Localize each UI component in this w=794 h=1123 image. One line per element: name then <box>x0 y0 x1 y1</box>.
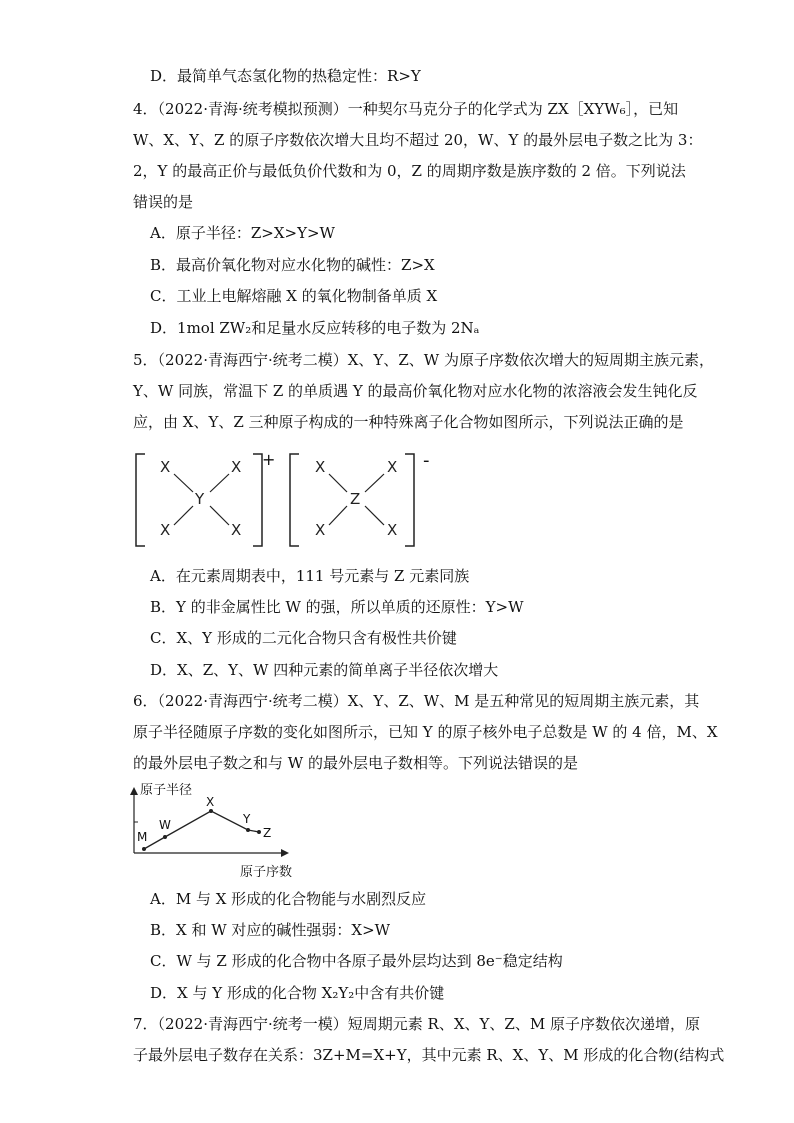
anion-ligand-x: X <box>315 458 326 476</box>
graph-axes-and-curve <box>0 785 794 885</box>
graph-x-axis-label: 原子序数 <box>240 865 293 880</box>
q6-option-b: B．X 和 W 对应的碱性强弱：X>W <box>150 921 391 939</box>
q4-stem-line-2: W、X、Y、Z 的原子序数依次增大且均不超过 20，W、Y 的最外层电子数之比为 3： <box>133 131 703 149</box>
graph-point-label-z: Z <box>263 826 272 840</box>
q4-stem-line-1: 4．（2022·青海·统考模拟预测）一种契尔马克分子的化学式为 ZX［XYW₆］，已知 <box>133 100 679 118</box>
graph-point-label-y: Y <box>243 812 251 826</box>
q5-option-a: A．在元素周期表中，111 号元素与 Z 元素同族 <box>150 567 470 585</box>
q4-stem-line-3: 2，Y 的最高正价与最低负价代数和为 0，Z 的周期序数是族序数的 2 倍。下列说法 <box>133 162 686 180</box>
q5-stem-line-1: 5．（2022·青海西宁·统考二模）X、Y、Z、W 为原子序数依次增大的短周期主族元素， <box>133 351 714 369</box>
q7-stem-line-2: 子最外层电子数存在关系：3Z+M=X+Y，其中元素 R、X、Y、M 形成的化合物(结构式 <box>133 1046 725 1064</box>
q5-stem-line-2: Y、W 同族，常温下 Z 的单质遇 Y 的最高价氧化物对应水化物的浓溶液会发生钝化反 <box>133 382 698 400</box>
cation-charge: + <box>262 450 276 469</box>
q6-stem-line-3: 的最外层电子数之和与 W 的最外层电子数相等。下列说法错误的是 <box>133 754 578 772</box>
anion-ligand-x: X <box>315 521 326 539</box>
cation-ligand-x: X <box>160 458 171 476</box>
cation-ligand-x: X <box>231 521 242 539</box>
anion-ligand-x: X <box>387 458 398 476</box>
q5-stem-line-3: 应，由 X、Y、Z 三种原子构成的一种特殊离子化合物如图所示，下列说法正确的是 <box>133 413 684 431</box>
cation-ligand-x: X <box>231 458 242 476</box>
cation-center-y: Y <box>195 490 205 508</box>
anion-charge: - <box>423 450 430 471</box>
point-y <box>246 828 250 832</box>
q6-stem-line-2: 原子半径随原子序数的变化如图所示，已知 Y 的原子核外电子总数是 W 的 4 倍，M、X <box>133 723 718 741</box>
q5-option-d: D．X、Z、Y、W 四种元素的简单离子半径依次增大 <box>150 661 499 679</box>
q5-option-c: C．X、Y 形成的二元化合物只含有极性共价键 <box>150 629 457 647</box>
q6-option-c: C．W 与 Z 形成的化合物中各原子最外层均达到 8e⁻稳定结构 <box>150 952 563 970</box>
q3-option-d: D．最简单气态氢化物的热稳定性：R>Y <box>150 67 421 85</box>
q5-option-b: B．Y 的非金属性比 W 的强，所以单质的还原性：Y>W <box>150 598 524 616</box>
point-x <box>209 809 213 813</box>
q6-option-d: D．X 与 Y 形成的化合物 X₂Y₂中含有共价键 <box>150 984 445 1002</box>
point-m <box>142 847 146 851</box>
cation-ligand-x: X <box>160 521 171 539</box>
point-w <box>163 835 167 839</box>
q7-stem-line-1: 7．（2022·青海西宁·统考一模）短周期元素 R、X、Y、Z、M 原子序数依次递增，原 <box>133 1015 700 1033</box>
anion-center-z: Z <box>350 490 361 508</box>
graph-y-axis-label: 原子半径 <box>140 783 193 798</box>
graph-point-label-m: M <box>137 830 148 844</box>
q6-option-a: A．M 与 X 形成的化合物能与水剧烈反应 <box>150 890 427 908</box>
graph-point-label-w: W <box>159 818 171 832</box>
q4-option-d: D．1mol ZW₂和足量水反应转移的电子数为 2Nₐ <box>150 319 480 337</box>
q4-option-b: B．最高价氧化物对应水化物的碱性：Z>X <box>150 256 435 274</box>
q4-option-c: C．工业上电解熔融 X 的氧化物制备单质 X <box>150 287 438 305</box>
q6-stem-line-1: 6．（2022·青海西宁·统考二模）X、Y、Z、W、M 是五种常见的短周期主族元素，其 <box>133 692 700 710</box>
anion-ligand-x: X <box>387 521 398 539</box>
q4-stem-line-4: 错误的是 <box>133 193 194 211</box>
q4-option-a: A．原子半径：Z>X>Y>W <box>150 224 335 242</box>
graph-point-label-x: X <box>206 795 215 809</box>
point-z <box>257 830 261 834</box>
